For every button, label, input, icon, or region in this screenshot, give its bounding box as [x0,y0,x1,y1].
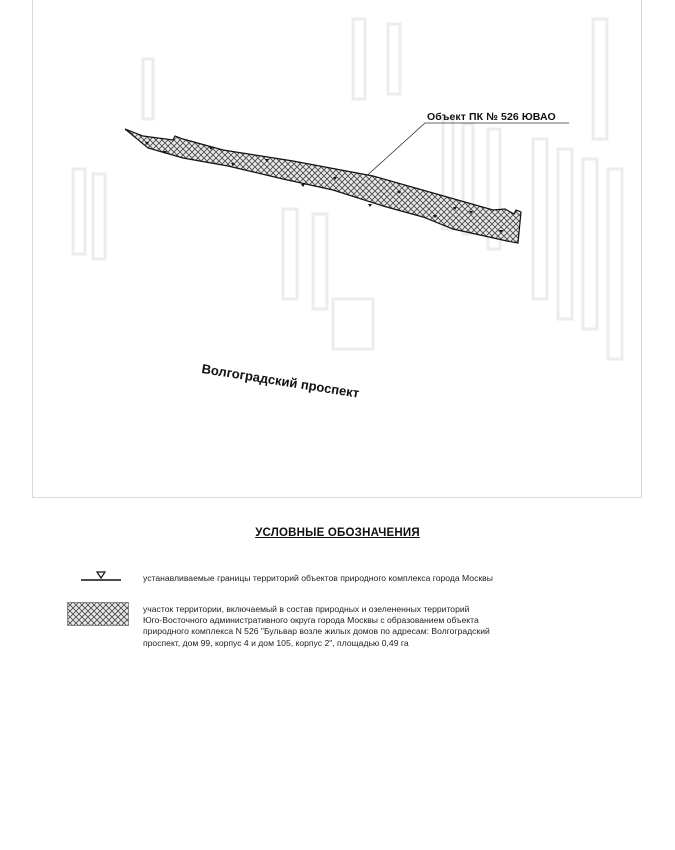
boundary-line-icon [80,570,122,584]
legend-item-boundary-text: устанавливаемые границы территорий объектов природного комплекса города Москвы [143,573,493,583]
object-label: Объект ПК № 526 ЮВАО [427,111,556,123]
boundary-marker [368,204,372,207]
legend-item-area-line: Юго-Восточного административного округа города Москвы с образованием объекта [143,615,479,626]
boundary-marker [301,184,305,187]
legend-item-area-line: природного комплекса N 526 "Бульвар возле жилых домов по адресам: Волгоградский [143,626,490,637]
legend-item-area-line: участок территории, включаемый в состав природных и озелененных территорий [143,604,470,614]
map-frame [32,0,642,498]
street-label: Волгоградский проспект [200,361,361,401]
legend-item-area [143,604,490,649]
legend-item-area-line: проспект, дом 99, корпус 4 и дом 105, корпус 2", площадью 0,49 га [143,637,409,648]
leader-line [361,123,569,181]
crosshatch-area-icon [67,602,129,626]
map-drawing [33,0,642,498]
legend-item-boundary [143,573,493,584]
legend-title: УСЛОВНЫЕ ОБОЗНАЧЕНИЯ [255,527,420,539]
